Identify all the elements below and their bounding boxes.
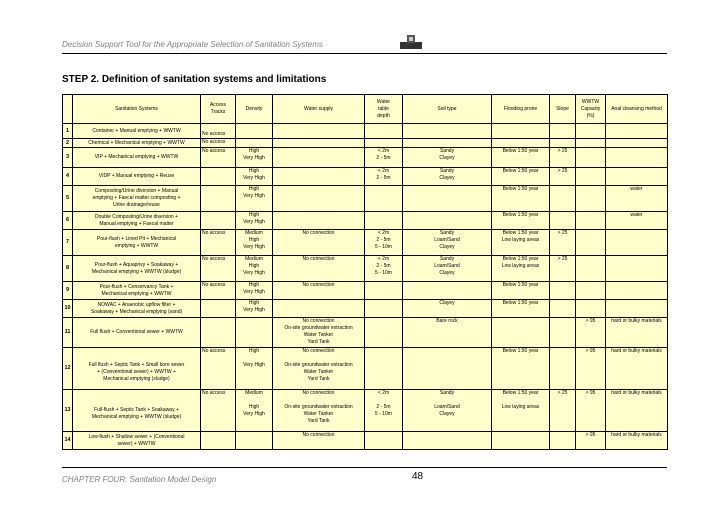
- table-cell-flood: [492, 318, 550, 348]
- table-cell-acc: No access: [201, 256, 236, 282]
- table-cell-wt: < 2m 2 - 5m: [365, 148, 403, 168]
- table-cell-ws: [273, 124, 365, 139]
- column-header: Anal cleansing method: [606, 95, 668, 124]
- table-cell-sys: VIDP + Manual emptying + Reuse: [73, 168, 201, 186]
- table-cell-flood: Below 1:50 year: [492, 148, 550, 168]
- table-cell-cap: [576, 148, 606, 168]
- header-title: Decision Support Tool for the Appropriate Selection of Sanitation Systems: [62, 40, 323, 49]
- table-cell-acc: [201, 318, 236, 348]
- table-cell-ws: No connection: [273, 230, 365, 256]
- logo-icon: [398, 33, 424, 51]
- table-cell-acc: No access: [201, 282, 236, 300]
- table-cell-den: High Very High: [236, 212, 273, 230]
- table-cell-flood: Below 1:50 year Low laying areas: [492, 230, 550, 256]
- table-cell-anal: [606, 230, 668, 256]
- column-header: Density: [236, 95, 273, 124]
- table-cell-flood: [492, 432, 550, 450]
- table-cell-anal: hard or bulky materials: [606, 432, 668, 450]
- table-cell-wt: [365, 282, 403, 300]
- table-cell-acc: No access: [201, 148, 236, 168]
- table-cell-num: 6: [63, 212, 73, 230]
- table-cell-cap: [576, 300, 606, 318]
- table-cell-wt: < 2m 2 - 5m 5 - 10m: [365, 390, 403, 432]
- table-cell-den: High Very High: [236, 186, 273, 212]
- table-cell-ws: [273, 212, 365, 230]
- table-cell-flood: Below 1:50 year: [492, 168, 550, 186]
- table-cell-slope: [550, 432, 576, 450]
- table-cell-cap: [576, 256, 606, 282]
- table-cell-soil: Clayey: [403, 300, 492, 318]
- table-cell-slope: [550, 348, 576, 390]
- table-cell-ws: No connection On-site groundwater extraction Water Tanker Yard Tank: [273, 390, 365, 432]
- table-cell-num: 13: [63, 390, 73, 432]
- table-row: [63, 168, 668, 186]
- table-cell-cap: > 95: [576, 318, 606, 348]
- table-cell-soil: [403, 432, 492, 450]
- table-row: [63, 348, 668, 390]
- table-cell-anal: [606, 300, 668, 318]
- table-cell-soil: [403, 139, 492, 148]
- column-header: [63, 95, 73, 124]
- table-cell-cap: > 95: [576, 348, 606, 390]
- table-cell-slope: [550, 139, 576, 148]
- table-row: [63, 300, 668, 318]
- table-cell-acc: [201, 300, 236, 318]
- column-header: Water supply: [273, 95, 365, 124]
- table-cell-wt: [365, 212, 403, 230]
- table-cell-slope: [550, 212, 576, 230]
- table-cell-cap: > 95: [576, 390, 606, 432]
- table-cell-flood: Below 1:50 year: [492, 186, 550, 212]
- table-cell-flood: Below 1:50 year: [492, 348, 550, 390]
- table-header-row: [63, 95, 668, 124]
- table-cell-soil: Bare rock: [403, 318, 492, 348]
- table-cell-num: 4: [63, 168, 73, 186]
- table-row: [63, 318, 668, 348]
- table-cell-num: 12: [63, 348, 73, 390]
- table-cell-den: [236, 318, 273, 348]
- table-cell-den: High Very High: [236, 348, 273, 390]
- table-cell-num: 7: [63, 230, 73, 256]
- table-cell-den: High Very High: [236, 282, 273, 300]
- table-cell-ws: [273, 148, 365, 168]
- table-row: [63, 212, 668, 230]
- table-cell-acc: No access: [201, 348, 236, 390]
- table-row: [63, 124, 668, 139]
- table-cell-soil: Sandy Loam/Sand Clayey: [403, 256, 492, 282]
- table-cell-soil: [403, 212, 492, 230]
- table-cell-sys: Chemical + Mechanical emptying + WWTW: [73, 139, 201, 148]
- table-cell-wt: [365, 432, 403, 450]
- table-cell-soil: Sandy Loam/Sand Clayey: [403, 230, 492, 256]
- column-header: Sanitation Systems: [73, 95, 201, 124]
- table-cell-sys: Composting/Urine diversion + Manual emptying + Faecal matter composting + Urine drainage/reuse: [73, 186, 201, 212]
- table-cell-flood: Below 1:50 year Low laying areas: [492, 256, 550, 282]
- table-cell-den: High Very High: [236, 300, 273, 318]
- table-cell-num: 3: [63, 148, 73, 168]
- table-cell-acc: [201, 186, 236, 212]
- table-cell-flood: Below 1:50 year Low laying areas: [492, 390, 550, 432]
- column-header: Water table depth: [365, 95, 403, 124]
- table-cell-wt: [365, 139, 403, 148]
- footer-divider: [62, 467, 667, 468]
- column-header: WWTW Capacity (%): [576, 95, 606, 124]
- table-cell-flood: Below 1:50 year: [492, 282, 550, 300]
- table-cell-wt: [365, 300, 403, 318]
- table-cell-ws: [273, 168, 365, 186]
- table-cell-num: 1: [63, 124, 73, 139]
- footer-chapter: CHAPTER FOUR: Sanitation Model Design: [62, 475, 217, 484]
- table-cell-slope: [550, 318, 576, 348]
- table-cell-flood: Below 1:50 year: [492, 212, 550, 230]
- table-cell-acc: [201, 212, 236, 230]
- table-cell-ws: No connection: [273, 282, 365, 300]
- table-cell-den: High Very High: [236, 168, 273, 186]
- table-cell-wt: [365, 186, 403, 212]
- table-cell-anal: [606, 139, 668, 148]
- table-cell-soil: [403, 124, 492, 139]
- table-cell-wt: [365, 348, 403, 390]
- sanitation-table: [62, 94, 668, 450]
- table-cell-flood: [492, 124, 550, 139]
- table-cell-soil: Sandy Loam/Sand Clayey: [403, 390, 492, 432]
- table-cell-num: 8: [63, 256, 73, 282]
- table-cell-num: 9: [63, 282, 73, 300]
- table-cell-cap: [576, 124, 606, 139]
- table-cell-cap: [576, 186, 606, 212]
- table-cell-flood: Below 1:50 year: [492, 300, 550, 318]
- table-cell-acc: No access: [201, 230, 236, 256]
- table-cell-anal: [606, 124, 668, 139]
- table-cell-sys: Pour-flush + Conservancy Tank + Mechanical emptying + WWTW: [73, 282, 201, 300]
- table-cell-wt: < 2m 2 - 5m 5 - 10m: [365, 256, 403, 282]
- table-cell-anal: [606, 168, 668, 186]
- table-cell-wt: < 2m 2 - 5m 5 - 10m: [365, 230, 403, 256]
- table-cell-den: Medium High Very High: [236, 390, 273, 432]
- table-cell-num: 14: [63, 432, 73, 450]
- table-cell-cap: [576, 230, 606, 256]
- table-cell-soil: [403, 186, 492, 212]
- column-header: Access Tracks: [201, 95, 236, 124]
- table-cell-soil: Sandy Clayey: [403, 168, 492, 186]
- table-cell-cap: > 95: [576, 432, 606, 450]
- table-cell-num: 5: [63, 186, 73, 212]
- table-cell-sys: Full flush + Septic Tank + Small bore sewer + (Conventional sewer) + WWTW + Mechanical emptying (sludge): [73, 348, 201, 390]
- table-cell-anal: [606, 282, 668, 300]
- table-cell-ws: No connection: [273, 432, 365, 450]
- table-cell-ws: [273, 300, 365, 318]
- table-cell-sys: Full-flush + Septic Tank + Soakaway + Mechanical emptying + WWTW (sludge): [73, 390, 201, 432]
- table-row: [63, 139, 668, 148]
- column-header: Soil type: [403, 95, 492, 124]
- table-cell-anal: water: [606, 212, 668, 230]
- table-cell-num: 11: [63, 318, 73, 348]
- table-cell-sys: Full flush + Conventional sewer + WWTW: [73, 318, 201, 348]
- table-cell-cap: [576, 212, 606, 230]
- table-cell-slope: > 25: [550, 390, 576, 432]
- table-cell-slope: [550, 300, 576, 318]
- table-cell-ws: No connection: [273, 256, 365, 282]
- column-header: Flooding prone: [492, 95, 550, 124]
- table-cell-ws: [273, 139, 365, 148]
- table-row: [63, 432, 668, 450]
- table-cell-wt: [365, 318, 403, 348]
- column-header: Slope: [550, 95, 576, 124]
- table-cell-slope: > 25: [550, 148, 576, 168]
- table-cell-anal: [606, 148, 668, 168]
- table-cell-slope: > 25: [550, 230, 576, 256]
- table-row: [63, 390, 668, 432]
- table-cell-anal: hard or bulky materials: [606, 348, 668, 390]
- table-cell-soil: Sandy Clayey: [403, 148, 492, 168]
- table-row: [63, 186, 668, 212]
- table-cell-flood: [492, 139, 550, 148]
- table-cell-acc: No access: [201, 139, 236, 148]
- table-cell-sys: Double Composting/Urine diversion + Manual emptying + Faecal matter: [73, 212, 201, 230]
- table-cell-cap: [576, 282, 606, 300]
- table-cell-den: [236, 139, 273, 148]
- table-cell-slope: [550, 282, 576, 300]
- table-row: [63, 230, 668, 256]
- table-cell-slope: [550, 186, 576, 212]
- table-cell-slope: > 25: [550, 168, 576, 186]
- table-cell-den: Medium High Very High: [236, 230, 273, 256]
- table-cell-anal: hard or bulky materials: [606, 390, 668, 432]
- table-cell-cap: [576, 139, 606, 148]
- page-number: 48: [412, 471, 424, 482]
- table-cell-acc: [201, 168, 236, 186]
- table-cell-num: 10: [63, 300, 73, 318]
- table-cell-soil: [403, 282, 492, 300]
- table-cell-den: [236, 432, 273, 450]
- table-cell-ws: [273, 186, 365, 212]
- table-cell-slope: [550, 124, 576, 139]
- table-cell-num: 2: [63, 139, 73, 148]
- table-cell-sys: Low-flush + Shallow sewer + (Conventional sewer) + WWTW: [73, 432, 201, 450]
- header-divider: [62, 53, 667, 54]
- table-cell-anal: hard or bulky materials: [606, 318, 668, 348]
- table-row: [63, 148, 668, 168]
- table-cell-sys: Container + Manual emptying + WWTW: [73, 124, 201, 139]
- table-cell-den: High Very High: [236, 148, 273, 168]
- table-cell-cap: [576, 168, 606, 186]
- table-cell-sys: Pour-flush + Aquaprivy + Soakaway + Mechanical emptying + WWTW (sludge): [73, 256, 201, 282]
- table-cell-acc: No access: [201, 124, 236, 139]
- table-cell-den: [236, 124, 273, 139]
- table-row: [63, 256, 668, 282]
- table-cell-sys: NOWAC + Anaerobic upflow filter + Soakaway + Mechanical emptying (sand): [73, 300, 201, 318]
- table-cell-sys: VIP + Mechanical emptying + WWTW: [73, 148, 201, 168]
- table-cell-slope: > 25: [550, 256, 576, 282]
- table-cell-acc: No access: [201, 390, 236, 432]
- table-row: [63, 282, 668, 300]
- page-title: STEP 2. Definition of sanitation systems and limitations: [62, 74, 327, 85]
- table-cell-wt: < 2m 2 - 5m: [365, 168, 403, 186]
- table-cell-ws: No connection On-site groundwater extraction Water Tanker Yard Tank: [273, 318, 365, 348]
- table-cell-soil: [403, 348, 492, 390]
- table-cell-anal: [606, 256, 668, 282]
- table-cell-wt: [365, 124, 403, 139]
- table-cell-sys: Pour-flush + Lined Pit + Mechanical emptying + WWTW: [73, 230, 201, 256]
- table-cell-ws: No connection On-site groundwater extraction Water Tanker Yard Tank: [273, 348, 365, 390]
- table-cell-acc: [201, 432, 236, 450]
- table-cell-den: Medium High Very High: [236, 256, 273, 282]
- table-cell-anal: water: [606, 186, 668, 212]
